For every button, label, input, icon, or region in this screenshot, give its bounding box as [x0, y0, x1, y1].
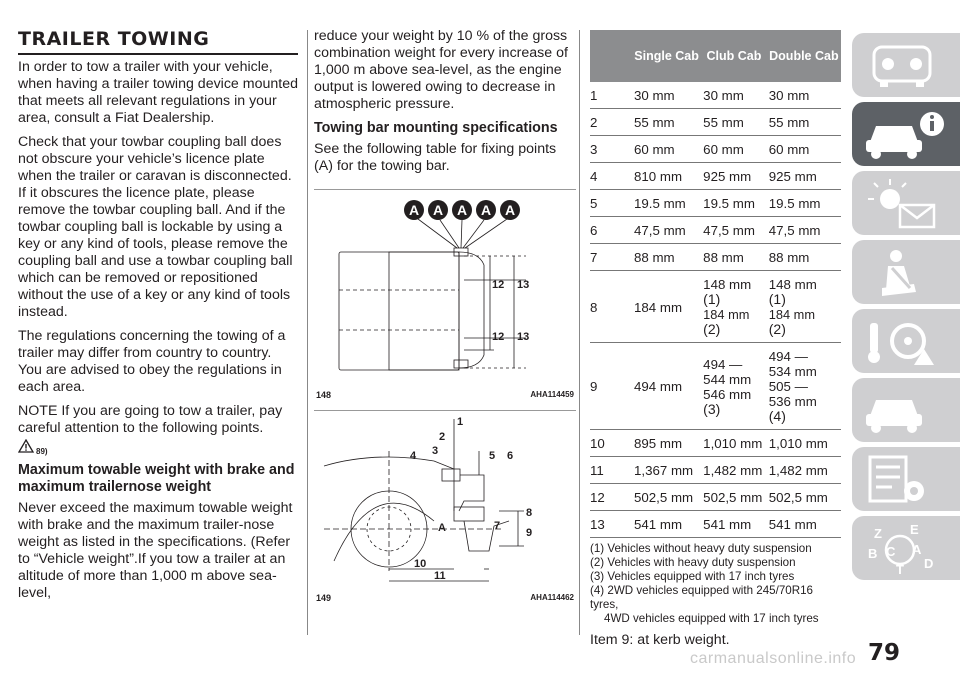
- header-club-cab: Club Cab: [701, 30, 767, 82]
- header-item: [590, 30, 632, 82]
- altitude-paragraph: reduce your weight by 10 % of the gross combination weight for every increase of 1,000 m above sea-level, as the engine output is lowered owing to decrease in atmospheric pressure.: [314, 28, 568, 112]
- label-7: 7: [494, 520, 501, 532]
- figure-149-caption: [314, 593, 576, 603]
- cell-item: 5: [590, 190, 632, 217]
- cell-double: 88 mm: [767, 244, 841, 271]
- cell-club: 60 mm: [701, 136, 767, 163]
- figure-148: [314, 189, 576, 400]
- header-single-cab: Single Cab: [632, 30, 701, 82]
- regulations-paragraph: The regulations concerning the towing of a trailer may differ from country to country. You are advised to obey the regulations in each area.: [18, 328, 286, 395]
- towing-bar-specs-table: [590, 30, 841, 538]
- cell-club: 541 mm: [701, 511, 767, 538]
- cell-single: 88 mm: [632, 244, 701, 271]
- tab-starting[interactable]: [852, 309, 960, 373]
- table-row-8: [590, 271, 841, 343]
- footnote-3: (3) Vehicles equipped with 17 inch tyres: [590, 570, 795, 583]
- alphabet-index-icon: [852, 516, 960, 580]
- cell-club: 494 — 544 mm 546 mm (3): [701, 343, 767, 430]
- table-row: [590, 244, 841, 271]
- label-a4: A: [480, 202, 492, 218]
- cell-item: 3: [590, 136, 632, 163]
- label-11: 11: [434, 570, 446, 582]
- cell-item: 4: [590, 163, 632, 190]
- tab-index[interactable]: [852, 516, 960, 580]
- cell-double: 55 mm: [767, 109, 841, 136]
- warning-ref-number: 89): [36, 447, 48, 456]
- figure-149-number: 149: [316, 593, 332, 603]
- cell-club: 19.5 mm: [701, 190, 767, 217]
- note-paragraph: NOTE If you are going to tow a trailer, pay careful attention to the following points.: [18, 403, 283, 436]
- cell-club: 30 mm: [701, 82, 767, 109]
- cell-item: 8: [590, 271, 632, 343]
- label-a3: A: [456, 202, 468, 218]
- figure-149-id: AHA114462: [530, 593, 574, 602]
- intro-paragraph: In order to tow a trailer with your vehicle, when having a trailer towing device mounted that meets all relevant regulations in your area, consult a Fiat Dealership.: [18, 59, 298, 126]
- cell-double: 925 mm: [767, 163, 841, 190]
- column-divider: [307, 30, 308, 635]
- svg-text:D: D: [924, 556, 934, 571]
- cell-item: 9: [590, 343, 632, 430]
- label-a-side: A: [438, 522, 446, 534]
- cell-double: 148 mm (1) 184 mm (2): [767, 271, 841, 343]
- cell-item: 7: [590, 244, 632, 271]
- towing-bar-heading: Towing bar mounting specifications: [314, 120, 558, 136]
- cell-item: 10: [590, 430, 632, 457]
- svg-text:B: B: [868, 546, 878, 561]
- column-divider-2: [579, 30, 580, 635]
- cell-single: 55 mm: [632, 109, 701, 136]
- label-4: 4: [410, 450, 417, 462]
- tab-lights[interactable]: [852, 171, 960, 235]
- max-weight-heading: Maximum towable weight with brake and maximum trailernose weight: [18, 462, 295, 495]
- cell-single: 30 mm: [632, 82, 701, 109]
- label-a5: A: [504, 202, 516, 218]
- figure-148-id: AHA114459: [530, 390, 574, 399]
- cell-club: 148 mm (1) 184 mm (2): [701, 271, 767, 343]
- cell-single: 1,367 mm: [632, 457, 701, 484]
- svg-text:Z: Z: [874, 526, 882, 541]
- car-dashboard-icon: [852, 33, 960, 97]
- max-weight-paragraph: Never exceed the maximum towable weight with brake and the maximum trailer-nose weight as listed in the specifications. (Refer to “Vehicle weight”.If you tow a trailer at an altitude of more than 1,000 m above sea-level,: [18, 500, 293, 601]
- airbag-seat-icon: [852, 240, 960, 304]
- watermark: carmanualsonline.info: [690, 650, 857, 667]
- table-footnotes: [590, 542, 841, 626]
- header-double-cab: Double Cab: [767, 30, 841, 82]
- cell-single: 60 mm: [632, 136, 701, 163]
- svg-text:E: E: [910, 522, 919, 537]
- label-1: 1: [457, 416, 464, 428]
- table-row: [590, 163, 841, 190]
- table-header-row: [590, 30, 841, 82]
- item-9-note: Item 9: at kerb weight.: [590, 632, 730, 648]
- left-column: [18, 28, 298, 609]
- cell-double: 60 mm: [767, 136, 841, 163]
- car-info-icon: [852, 102, 960, 166]
- lights-message-icon: [852, 171, 960, 235]
- cell-club: 1,482 mm: [701, 457, 767, 484]
- fixing-points-paragraph: See the following table for fixing points (A) for the towing bar.: [314, 141, 557, 174]
- figure-148-number: 148: [316, 390, 332, 400]
- cell-double: 541 mm: [767, 511, 841, 538]
- table-row: [590, 457, 841, 484]
- label-9: 9: [526, 527, 533, 539]
- cell-item: 1: [590, 82, 632, 109]
- cell-club: 502,5 mm: [701, 484, 767, 511]
- page-number: 79: [868, 640, 901, 666]
- cell-club: 88 mm: [701, 244, 767, 271]
- table-row: [590, 136, 841, 163]
- cell-double: 19.5 mm: [767, 190, 841, 217]
- cell-single: 494 mm: [632, 343, 701, 430]
- tab-safety[interactable]: [852, 240, 960, 304]
- figure-148-caption: [314, 390, 576, 400]
- footnote-2: (2) Vehicles with heavy duty suspension: [590, 556, 796, 569]
- cell-single: 184 mm: [632, 271, 701, 343]
- label-a2: A: [432, 202, 444, 218]
- label-10: 10: [414, 558, 427, 570]
- figure-149: [314, 410, 576, 603]
- label-12-top: 12: [492, 279, 505, 291]
- label-a1: A: [408, 202, 420, 218]
- svg-text:T: T: [896, 562, 904, 577]
- footnote-4-cont: 4WD vehicles equipped with 17 inch tyres: [604, 612, 819, 625]
- cell-club: 47,5 mm: [701, 217, 767, 244]
- cell-single: 541 mm: [632, 511, 701, 538]
- table-row: [590, 484, 841, 511]
- middle-column: [314, 28, 576, 603]
- svg-text:C: C: [886, 544, 896, 559]
- footnote-4: (4) 2WD vehicles equipped with 245/70R16 tyres,: [590, 584, 813, 611]
- label-13-bottom: 13: [517, 331, 530, 343]
- table-row: [590, 430, 841, 457]
- label-6: 6: [507, 450, 514, 462]
- towing-bar-top-view-diagram: [314, 190, 576, 390]
- cell-single: 502,5 mm: [632, 484, 701, 511]
- label-13-top: 13: [517, 279, 530, 291]
- svg-text:A: A: [912, 542, 922, 557]
- checklist-gear-icon: [852, 447, 960, 511]
- table-row-9: [590, 343, 841, 430]
- cell-double: 1,482 mm: [767, 457, 841, 484]
- label-2: 2: [439, 431, 446, 443]
- table-row: [590, 82, 841, 109]
- tab-maintenance[interactable]: [852, 447, 960, 511]
- cell-club: 1,010 mm: [701, 430, 767, 457]
- cell-single: 19.5 mm: [632, 190, 701, 217]
- specs-table-column: [590, 30, 841, 656]
- cell-double: 47,5 mm: [767, 217, 841, 244]
- cell-item: 6: [590, 217, 632, 244]
- cell-double: 494 — 534 mm 505 — 536 mm (4): [767, 343, 841, 430]
- section-title: TRAILER TOWING: [18, 28, 298, 55]
- key-wheel-warning-icon: [852, 309, 960, 373]
- cell-double: 502,5 mm: [767, 484, 841, 511]
- footnote-1: (1) Vehicles without heavy duty suspension: [590, 542, 812, 555]
- label-3: 3: [432, 445, 439, 457]
- cell-double: 30 mm: [767, 82, 841, 109]
- label-12-bottom: 12: [492, 331, 505, 343]
- tab-car-info[interactable]: [852, 102, 960, 166]
- cell-club: 55 mm: [701, 109, 767, 136]
- tab-emergency[interactable]: [852, 378, 960, 442]
- car-service-icon: [852, 378, 960, 442]
- cell-item: 13: [590, 511, 632, 538]
- cell-item: 11: [590, 457, 632, 484]
- warning-reference: [18, 439, 298, 456]
- table-row: [590, 217, 841, 244]
- cell-item: 12: [590, 484, 632, 511]
- table-row: [590, 190, 841, 217]
- table-row: [590, 109, 841, 136]
- cell-double: 1,010 mm: [767, 430, 841, 457]
- cell-single: 47,5 mm: [632, 217, 701, 244]
- cell-single: 895 mm: [632, 430, 701, 457]
- table-row: [590, 511, 841, 538]
- cell-single: 810 mm: [632, 163, 701, 190]
- chapter-nav: [852, 33, 960, 585]
- label-5: 5: [489, 450, 496, 462]
- warning-triangle-icon: [18, 439, 34, 453]
- cell-item: 2: [590, 109, 632, 136]
- label-8: 8: [526, 507, 533, 519]
- cell-club: 925 mm: [701, 163, 767, 190]
- towing-bar-side-view-diagram: [314, 411, 576, 593]
- coupling-ball-paragraph: Check that your towbar coupling ball does not obscure your vehicle’s licence plate when the trailer or caravan is disconnected. If it obscures the licence plate, please remove the towbar coupling ball. And if the towbar coupling ball is lockable by using a key or any kind of tools, please remove the coupling ball and use a towbar coupling ball which can be removed or repositioned without the use of a key or any kind of tools instead.: [18, 134, 293, 320]
- tab-dashboard[interactable]: [852, 33, 960, 97]
